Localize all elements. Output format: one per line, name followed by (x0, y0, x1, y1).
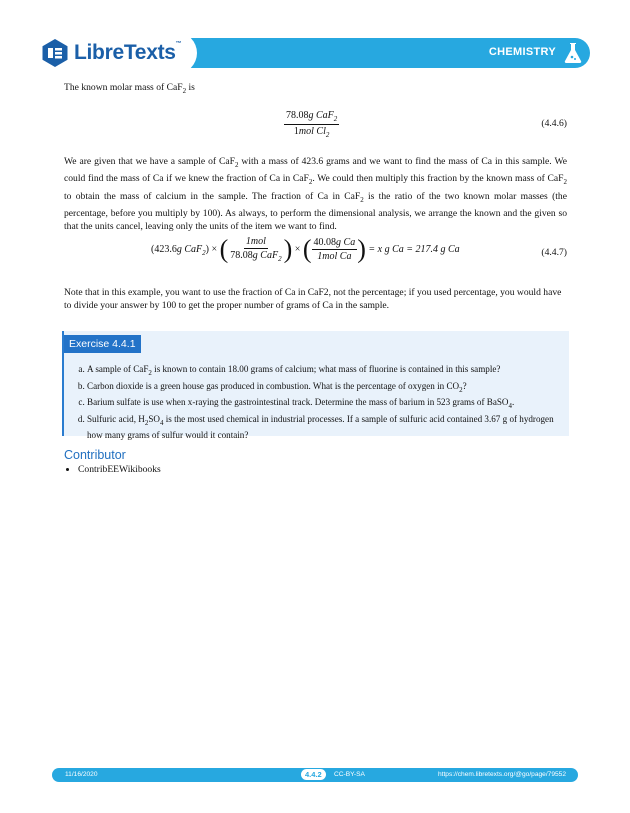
page-footer (52, 768, 578, 782)
libretexts-logo[interactable] (40, 32, 197, 74)
intro-paragraph: The known molar mass of CaF$_2$ is (64, 82, 195, 95)
page-url-link[interactable]: https://chem.libretexts.org/@go/page/79552 (437, 771, 566, 778)
footer-date: 11/16/2020 (65, 771, 98, 778)
logo-text: LibreTexts™ (74, 41, 182, 64)
eq1-fraction: $\frac{78.08g CaF_2}{1mol Cl_2}$ (286, 110, 338, 139)
list-item: c. Barium sulfate is use when x-raying the gastrointestinal track. Determine the mass of barium in 523 grams of BaSO$_4$. (87, 396, 563, 413)
list-item: b. Carbon dioxide is a green house gas produced in combustion. What is the percentage of oxygen in $CO_2$? (87, 380, 563, 397)
exercise-list (74, 363, 563, 442)
equation-4-4-7: (423.6g CaF$_2$) × ( $\frac{\text{1mol}}{78.08g CaF_2}$ ) × ( $\frac{\text{40.08g Ca}}{\text{1mol Ca}}$ ) = x g Ca = 217.4 g Ca (4.4.7) (151, 234, 567, 264)
equation-number: (4.4.7) (541, 247, 567, 258)
note-paragraph: Note that in this example, you want to use the fraction of Ca in CaF2, not the percentage; if you used percentage, you would have to divide your answer by 100 to get the proper number of grams of Ca in the sample. (64, 287, 562, 312)
logo-book-icon (40, 38, 70, 68)
page-number-badge: 4.4.2 (301, 769, 326, 780)
license-label[interactable]: CC-BY-SA (334, 771, 365, 778)
body-paragraph: We are given that we have a sample of CaF$_2$ with a mass of 423.6 grams and we want to find the mass of Ca in this sample. We could find the mass of Ca if we knew the fraction of Ca in CaF$_2$. We could then multiply this fraction by the known mass of CaF$_2$ to obtain the mass of calcium in the sample. The fraction of Ca in CaF$_2$ is the ratio of the two known molar masses (the percentage, before you multiply by 100). As always, to perform the dimensional analysis, we arrange the known and the given so that the units cancel, leaving only the units of the item we want to find. (64, 156, 567, 233)
equation-number: (4.4.6) (541, 118, 567, 129)
contributor-heading: Contributor (64, 448, 126, 462)
exercise-title: Exercise 4.4.1 (64, 335, 141, 353)
subject-label: CHEMISTRY (488, 46, 556, 58)
list-item: a. A sample of CaF$_2$ is known to contain 18.00 grams of calcium; what mass of fluorine is contained in this sample? (87, 363, 563, 380)
page-header (40, 38, 590, 68)
eq2-result: = x g Ca = 217.4 g Ca (368, 243, 460, 255)
equation-4-4-6 (64, 110, 567, 140)
eq2-fraction-2: $\frac{\text{40.08g Ca}}{\text{1mol Ca}}$ (313, 237, 356, 262)
list-item: d. Sulfuric acid, $H_2SO_4$ is the most used chemical in industrial processes. If a sample of sulfuric acid contained 3.67 g of hydrogen how many grams of sulfur would it contain? (87, 413, 563, 442)
eq2-fraction-1: $\frac{\text{1mol}}{78.08g CaF_2}$ (230, 236, 282, 263)
flask-icon (564, 42, 582, 64)
list-item: • ContribEEWikibooks (78, 463, 161, 476)
exercise-box (62, 331, 569, 441)
contributor-list (64, 463, 161, 476)
